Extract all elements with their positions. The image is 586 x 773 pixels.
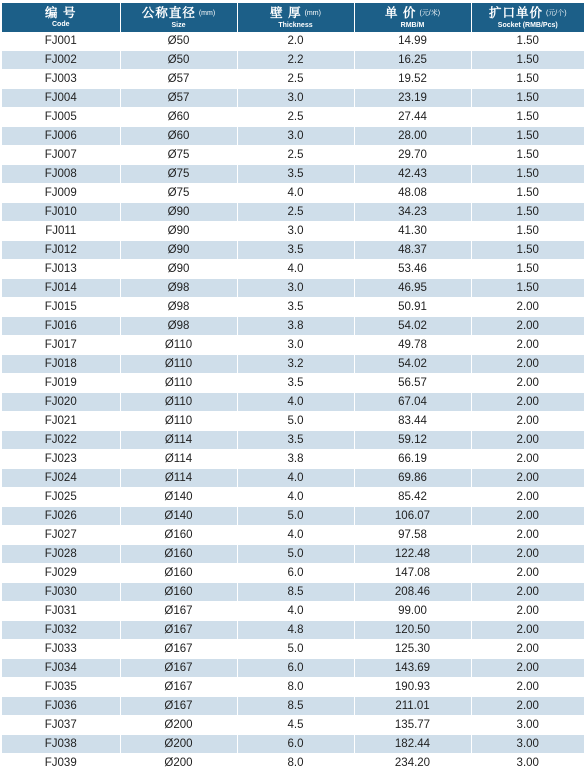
cell-size: Ø200 — [120, 735, 237, 754]
cell-thickness: 5.0 — [237, 640, 354, 659]
cell-socket-price: 3.00 — [471, 716, 584, 735]
cell-price: 54.02 — [354, 317, 471, 336]
header-thickness — [237, 3, 354, 32]
cell-socket-price: 1.50 — [471, 70, 584, 89]
cell-price: 49.78 — [354, 336, 471, 355]
cell-price: 16.25 — [354, 51, 471, 70]
table-row — [2, 583, 584, 602]
header-thickness-en: Thickness — [278, 21, 313, 29]
table-row — [2, 488, 584, 507]
cell-socket-price: 3.00 — [471, 735, 584, 754]
cell-size: Ø57 — [120, 70, 237, 89]
cell-price: 50.91 — [354, 298, 471, 317]
cell-code: FJ003 — [2, 70, 120, 89]
cell-code: FJ028 — [2, 545, 120, 564]
cell-code: FJ032 — [2, 621, 120, 640]
cell-code: FJ023 — [2, 450, 120, 469]
table-row — [2, 127, 584, 146]
cell-code: FJ022 — [2, 431, 120, 450]
cell-price: 83.44 — [354, 412, 471, 431]
header-socket-cn-wrap — [472, 6, 585, 21]
header-row — [2, 3, 584, 32]
cell-thickness: 3.5 — [237, 298, 354, 317]
cell-thickness: 8.5 — [237, 583, 354, 602]
cell-thickness: 3.8 — [237, 450, 354, 469]
cell-code: FJ031 — [2, 602, 120, 621]
cell-thickness: 3.0 — [237, 89, 354, 108]
cell-size: Ø167 — [120, 640, 237, 659]
cell-socket-price: 2.00 — [471, 602, 584, 621]
header-code-cn: 编 号 — [45, 6, 77, 20]
cell-price: 69.86 — [354, 469, 471, 488]
cell-socket-price: 1.50 — [471, 51, 584, 70]
cell-size: Ø114 — [120, 431, 237, 450]
header-code-en: Code — [52, 21, 70, 28]
table-row — [2, 298, 584, 317]
cell-price: 208.46 — [354, 583, 471, 602]
cell-price: 14.99 — [354, 32, 471, 51]
header-socket-unit: (元/个) — [545, 9, 567, 17]
cell-thickness: 3.2 — [237, 355, 354, 374]
cell-code: FJ020 — [2, 393, 120, 412]
cell-size: Ø90 — [120, 203, 237, 222]
cell-thickness: 2.5 — [237, 108, 354, 127]
cell-price: 34.23 — [354, 203, 471, 222]
cell-size: Ø140 — [120, 488, 237, 507]
cell-code: FJ027 — [2, 526, 120, 545]
cell-size: Ø60 — [120, 108, 237, 127]
cell-socket-price: 1.50 — [471, 32, 584, 51]
cell-socket-price: 2.00 — [471, 640, 584, 659]
header-price — [354, 3, 471, 32]
pipe-price-table — [2, 3, 584, 773]
cell-socket-price: 1.50 — [471, 165, 584, 184]
table-row — [2, 51, 584, 70]
table-row — [2, 374, 584, 393]
cell-thickness: 3.5 — [237, 241, 354, 260]
cell-size: Ø98 — [120, 298, 237, 317]
cell-code: FJ026 — [2, 507, 120, 526]
cell-size: Ø110 — [120, 355, 237, 374]
cell-price: 135.77 — [354, 716, 471, 735]
header-thickness-cn-wrap — [238, 6, 354, 21]
cell-price: 99.00 — [354, 602, 471, 621]
table-row — [2, 146, 584, 165]
cell-price: 23.19 — [354, 89, 471, 108]
table-row — [2, 659, 584, 678]
cell-size: Ø114 — [120, 469, 237, 488]
cell-thickness: 5.0 — [237, 412, 354, 431]
cell-size: Ø167 — [120, 602, 237, 621]
cell-thickness: 4.0 — [237, 469, 354, 488]
cell-size: Ø114 — [120, 450, 237, 469]
cell-size: Ø110 — [120, 336, 237, 355]
cell-price: 190.93 — [354, 678, 471, 697]
cell-code: FJ033 — [2, 640, 120, 659]
cell-size: Ø167 — [120, 678, 237, 697]
header-code — [2, 3, 120, 32]
cell-price: 67.04 — [354, 393, 471, 412]
cell-code: FJ006 — [2, 127, 120, 146]
cell-code: FJ036 — [2, 697, 120, 716]
table-row — [2, 412, 584, 431]
cell-socket-price: 2.00 — [471, 336, 584, 355]
cell-socket-price: 2.00 — [471, 469, 584, 488]
cell-price: 125.30 — [354, 640, 471, 659]
cell-code: FJ002 — [2, 51, 120, 70]
cell-size: Ø160 — [120, 564, 237, 583]
cell-socket-price: 2.00 — [471, 488, 584, 507]
cell-price: 234.20 — [354, 754, 471, 773]
table-row — [2, 640, 584, 659]
cell-price: 211.01 — [354, 697, 471, 716]
cell-code: FJ004 — [2, 89, 120, 108]
cell-size: Ø160 — [120, 545, 237, 564]
cell-size: Ø110 — [120, 374, 237, 393]
cell-size: Ø110 — [120, 393, 237, 412]
table-row — [2, 431, 584, 450]
table-row — [2, 450, 584, 469]
table-row — [2, 545, 584, 564]
cell-socket-price: 1.50 — [471, 108, 584, 127]
cell-code: FJ001 — [2, 32, 120, 51]
cell-socket-price: 2.00 — [471, 678, 584, 697]
table-row — [2, 393, 584, 412]
cell-thickness: 4.0 — [237, 184, 354, 203]
table-row — [2, 317, 584, 336]
cell-thickness: 3.8 — [237, 317, 354, 336]
cell-price: 27.44 — [354, 108, 471, 127]
table-row — [2, 203, 584, 222]
cell-thickness: 4.8 — [237, 621, 354, 640]
cell-code: FJ018 — [2, 355, 120, 374]
cell-size: Ø98 — [120, 317, 237, 336]
header-socket-en: Socket (RMB/Pcs) — [497, 21, 558, 29]
cell-socket-price: 1.50 — [471, 203, 584, 222]
cell-code: FJ019 — [2, 374, 120, 393]
cell-socket-price: 1.50 — [471, 184, 584, 203]
table-row — [2, 108, 584, 127]
cell-code: FJ024 — [2, 469, 120, 488]
table-row — [2, 697, 584, 716]
cell-socket-price: 3.00 — [471, 754, 584, 773]
table-row — [2, 184, 584, 203]
table-body — [2, 32, 584, 773]
cell-thickness: 3.0 — [237, 222, 354, 241]
cell-socket-price: 2.00 — [471, 431, 584, 450]
cell-code: FJ013 — [2, 260, 120, 279]
cell-code: FJ008 — [2, 165, 120, 184]
cell-socket-price: 1.50 — [471, 222, 584, 241]
header-price-en: RMB/M — [400, 21, 425, 29]
cell-code: FJ030 — [2, 583, 120, 602]
cell-size: Ø167 — [120, 659, 237, 678]
cell-socket-price: 1.50 — [471, 279, 584, 298]
cell-size: Ø50 — [120, 32, 237, 51]
cell-thickness: 3.0 — [237, 127, 354, 146]
header-size — [120, 3, 237, 32]
table-row — [2, 260, 584, 279]
table-row — [2, 735, 584, 754]
cell-price: 41.30 — [354, 222, 471, 241]
cell-price: 54.02 — [354, 355, 471, 374]
cell-thickness: 8.0 — [237, 754, 354, 773]
cell-code: FJ038 — [2, 735, 120, 754]
cell-code: FJ015 — [2, 298, 120, 317]
cell-thickness: 3.0 — [237, 336, 354, 355]
table-row — [2, 241, 584, 260]
table-row — [2, 564, 584, 583]
cell-socket-price: 2.00 — [471, 583, 584, 602]
cell-thickness: 6.0 — [237, 735, 354, 754]
cell-socket-price: 2.00 — [471, 450, 584, 469]
cell-socket-price: 2.00 — [471, 697, 584, 716]
cell-price: 85.42 — [354, 488, 471, 507]
cell-socket-price: 1.50 — [471, 260, 584, 279]
cell-thickness: 4.0 — [237, 526, 354, 545]
table-row — [2, 336, 584, 355]
cell-socket-price: 1.50 — [471, 241, 584, 260]
header-price-cn-wrap — [355, 6, 471, 21]
cell-price: 122.48 — [354, 545, 471, 564]
header-thickness-cn: 壁 厚 — [270, 5, 302, 20]
cell-thickness: 3.5 — [237, 165, 354, 184]
cell-socket-price: 2.00 — [471, 393, 584, 412]
table-row — [2, 32, 584, 51]
table-row — [2, 222, 584, 241]
cell-thickness: 2.5 — [237, 146, 354, 165]
cell-size: Ø160 — [120, 526, 237, 545]
cell-size: Ø90 — [120, 222, 237, 241]
header-price-unit: (元/米) — [419, 9, 441, 17]
header-thickness-unit: (mm) — [304, 9, 321, 17]
cell-code: FJ009 — [2, 184, 120, 203]
cell-socket-price: 2.00 — [471, 298, 584, 317]
cell-size: Ø167 — [120, 697, 237, 716]
cell-size: Ø160 — [120, 583, 237, 602]
cell-socket-price: 2.00 — [471, 564, 584, 583]
cell-socket-price: 2.00 — [471, 545, 584, 564]
cell-price: 56.57 — [354, 374, 471, 393]
table-row — [2, 526, 584, 545]
table-row — [2, 279, 584, 298]
cell-thickness: 4.0 — [237, 393, 354, 412]
table-row — [2, 70, 584, 89]
cell-code: FJ012 — [2, 241, 120, 260]
cell-thickness: 4.5 — [237, 716, 354, 735]
cell-thickness: 2.0 — [237, 32, 354, 51]
cell-thickness: 5.0 — [237, 545, 354, 564]
header-socket-cn: 扩口单价 — [488, 5, 543, 20]
cell-socket-price: 1.50 — [471, 127, 584, 146]
table-row — [2, 507, 584, 526]
cell-code: FJ025 — [2, 488, 120, 507]
cell-thickness: 8.0 — [237, 678, 354, 697]
cell-code: FJ007 — [2, 146, 120, 165]
cell-size: Ø200 — [120, 754, 237, 773]
cell-thickness: 2.2 — [237, 51, 354, 70]
cell-socket-price: 1.50 — [471, 146, 584, 165]
table-row — [2, 754, 584, 773]
cell-thickness: 2.5 — [237, 203, 354, 222]
cell-size: Ø57 — [120, 89, 237, 108]
cell-socket-price: 2.00 — [471, 317, 584, 336]
header-size-cn: 公称直径 — [141, 5, 196, 20]
cell-socket-price: 2.00 — [471, 412, 584, 431]
cell-size: Ø110 — [120, 412, 237, 431]
cell-price: 19.52 — [354, 70, 471, 89]
cell-size: Ø75 — [120, 146, 237, 165]
table-row — [2, 716, 584, 735]
cell-thickness: 4.0 — [237, 260, 354, 279]
cell-code: FJ034 — [2, 659, 120, 678]
cell-size: Ø90 — [120, 241, 237, 260]
cell-price: 120.50 — [354, 621, 471, 640]
cell-price: 46.95 — [354, 279, 471, 298]
table-row — [2, 355, 584, 374]
cell-code: FJ037 — [2, 716, 120, 735]
cell-thickness: 3.5 — [237, 431, 354, 450]
cell-thickness: 6.0 — [237, 659, 354, 678]
cell-thickness: 4.0 — [237, 488, 354, 507]
cell-socket-price: 2.00 — [471, 355, 584, 374]
cell-price: 182.44 — [354, 735, 471, 754]
cell-size: Ø75 — [120, 184, 237, 203]
cell-size: Ø90 — [120, 260, 237, 279]
table-row — [2, 165, 584, 184]
cell-price: 48.08 — [354, 184, 471, 203]
cell-socket-price: 2.00 — [471, 507, 584, 526]
cell-size: Ø167 — [120, 621, 237, 640]
cell-price: 29.70 — [354, 146, 471, 165]
cell-size: Ø50 — [120, 51, 237, 70]
table-row — [2, 678, 584, 697]
table-row — [2, 621, 584, 640]
cell-size: Ø75 — [120, 165, 237, 184]
cell-thickness: 4.0 — [237, 602, 354, 621]
cell-socket-price: 2.00 — [471, 621, 584, 640]
cell-price: 42.43 — [354, 165, 471, 184]
cell-code: FJ039 — [2, 754, 120, 773]
cell-price: 59.12 — [354, 431, 471, 450]
cell-code: FJ011 — [2, 222, 120, 241]
cell-code: FJ005 — [2, 108, 120, 127]
cell-thickness: 2.5 — [237, 70, 354, 89]
header-size-unit: (mm) — [198, 9, 216, 17]
table-row — [2, 89, 584, 108]
cell-size: Ø200 — [120, 716, 237, 735]
cell-code: FJ010 — [2, 203, 120, 222]
cell-thickness: 8.5 — [237, 697, 354, 716]
cell-price: 53.46 — [354, 260, 471, 279]
table-row — [2, 469, 584, 488]
cell-size: Ø60 — [120, 127, 237, 146]
header-socket — [471, 3, 584, 32]
header-price-cn: 单 价 — [384, 5, 417, 20]
cell-code: FJ014 — [2, 279, 120, 298]
cell-price: 106.07 — [354, 507, 471, 526]
cell-code: FJ021 — [2, 412, 120, 431]
cell-code: FJ017 — [2, 336, 120, 355]
table-header — [2, 3, 584, 32]
cell-thickness: 3.5 — [237, 374, 354, 393]
cell-size: Ø140 — [120, 507, 237, 526]
cell-socket-price: 1.50 — [471, 89, 584, 108]
cell-code: FJ029 — [2, 564, 120, 583]
cell-price: 147.08 — [354, 564, 471, 583]
cell-socket-price: 2.00 — [471, 659, 584, 678]
cell-thickness: 3.0 — [237, 279, 354, 298]
header-size-cn-wrap — [121, 6, 237, 21]
header-size-en: Size — [171, 21, 186, 29]
cell-socket-price: 2.00 — [471, 526, 584, 545]
cell-thickness: 5.0 — [237, 507, 354, 526]
cell-price: 48.37 — [354, 241, 471, 260]
cell-price: 97.58 — [354, 526, 471, 545]
cell-code: FJ016 — [2, 317, 120, 336]
cell-price: 66.19 — [354, 450, 471, 469]
cell-price: 28.00 — [354, 127, 471, 146]
cell-code: FJ035 — [2, 678, 120, 697]
cell-size: Ø98 — [120, 279, 237, 298]
cell-socket-price: 2.00 — [471, 374, 584, 393]
cell-thickness: 6.0 — [237, 564, 354, 583]
table-row — [2, 602, 584, 621]
cell-price: 143.69 — [354, 659, 471, 678]
